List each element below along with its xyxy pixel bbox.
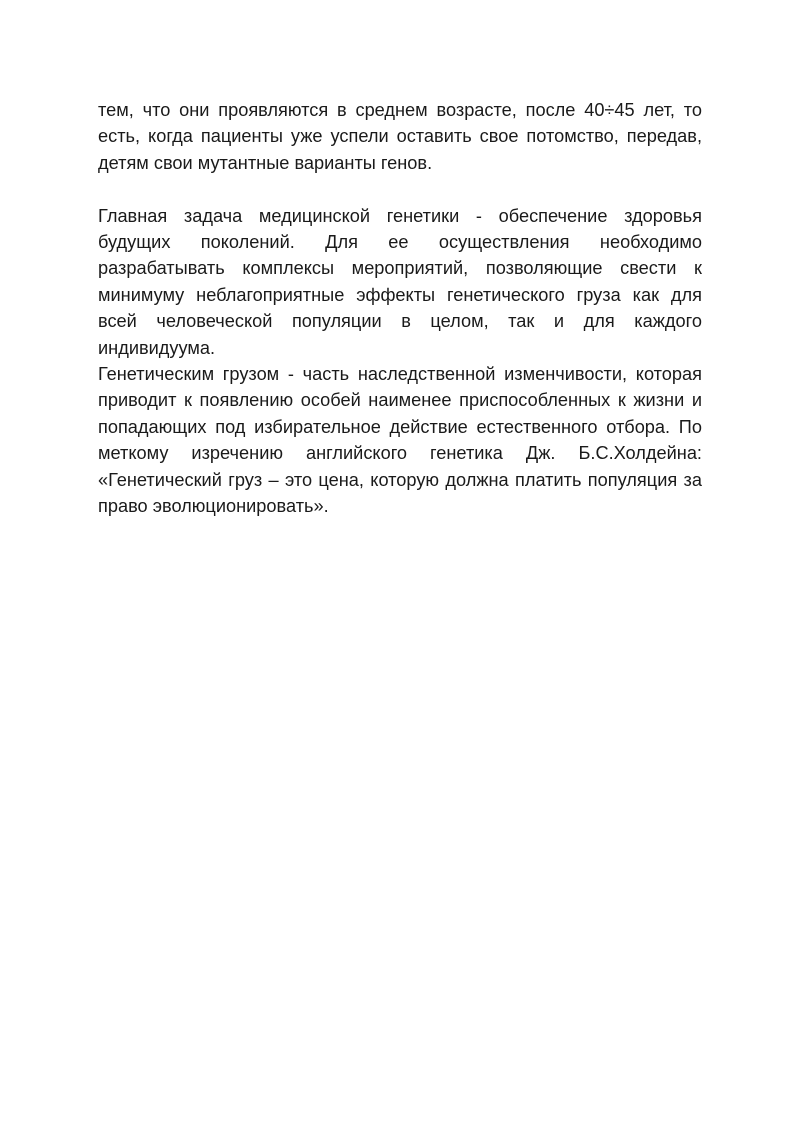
- paragraph-medical-genetics-task: Главная задача медицинской генетики - обеспечение здоровья будущих поколений. Для ее осуществления необходимо разрабатывать комплексы мероприятий, позволяющие свести к минимуму неблагоприятные эффекты генетического груза как для всей человеческой популяции в целом, так и для каждого индивидуума.: [98, 205, 702, 358]
- paragraph-spacer: [98, 176, 702, 202]
- paragraph-continuation: тем, что они проявляются в среднем возрасте, после 40÷45 лет, то есть, когда пациенты уже успели оставить свое потомство, передав, детям свои мутантные варианты генов.: [98, 100, 702, 173]
- document-body: [98, 97, 702, 519]
- paragraph-genetic-load-definition: Генетическим грузом - часть наследственной изменчивости, которая приводит к появлению особей наименее приспособленных к жизни и попадающих под избирательное действие естественного отбора. По меткому изречению английского генетика Дж. Б.С.Холдейна: «Генетический груз – это цена, которую должна платить популяция за право эволюционировать».: [98, 364, 702, 517]
